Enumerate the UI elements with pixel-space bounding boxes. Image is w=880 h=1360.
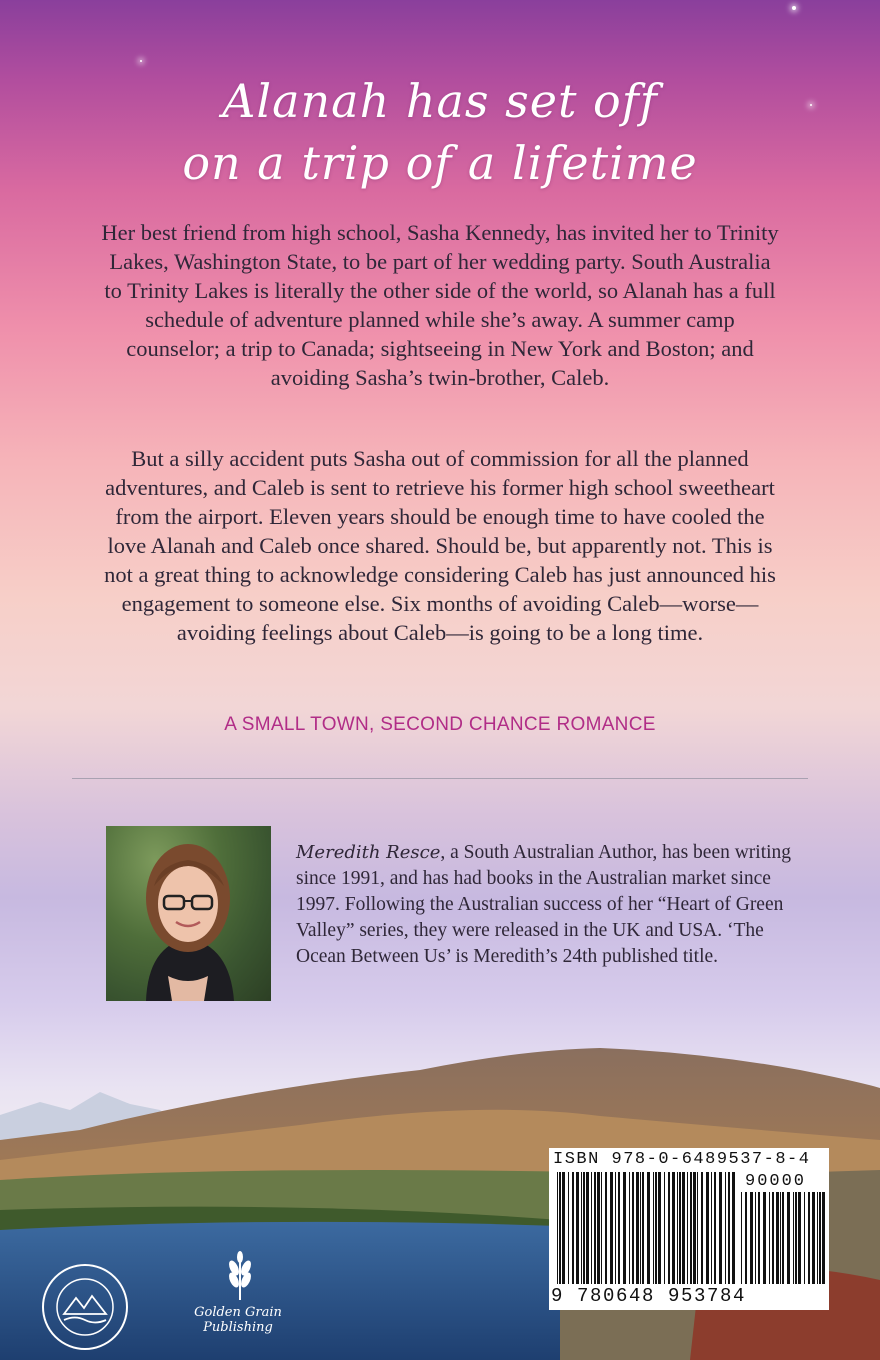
barcode-bar [725, 1172, 726, 1284]
barcode-bar [819, 1192, 821, 1284]
barcode-bar [594, 1172, 596, 1284]
barcode-bar [728, 1172, 730, 1284]
barcode-bar [658, 1172, 661, 1284]
barcode-bar [601, 1172, 602, 1284]
barcode-bar [804, 1192, 805, 1284]
barcode-bar [741, 1192, 742, 1284]
author-bio [296, 840, 796, 970]
barcode-bar [632, 1172, 634, 1284]
barcode-number: 9 780648 953784 [551, 1285, 747, 1307]
barcode-bar [690, 1172, 692, 1284]
barcode-bar [812, 1192, 815, 1284]
barcode-bar [576, 1172, 579, 1284]
barcode-bar [817, 1192, 818, 1284]
barcode-bar [623, 1172, 626, 1284]
barcode-bar [668, 1172, 670, 1284]
barcode-bar [557, 1172, 558, 1284]
barcode-bar [758, 1192, 760, 1284]
barcode-bar [763, 1192, 766, 1284]
barcode-bar [701, 1172, 703, 1284]
barcode-bar [605, 1172, 607, 1284]
barcode-bar [562, 1172, 565, 1284]
barcode-bar [706, 1172, 709, 1284]
barcode-bar [787, 1192, 790, 1284]
author-bio-text: , a South Australian Author, has been writing since 1991, and has had books in the Australian market since 1997. Following the Australian success of her “Heart of Green Valley” series, they were released in the UK and USA. ‘The Ocean Between Us’ is Meredith’s 24th published title. [296, 842, 792, 967]
trinity-lakes-logo [40, 1262, 130, 1352]
barcode-bar [780, 1192, 781, 1284]
barcode-bar [772, 1192, 774, 1284]
barcode-bar [714, 1172, 716, 1284]
barcode-bar [793, 1192, 794, 1284]
barcode-bar [629, 1172, 630, 1284]
barcode-bar [583, 1172, 585, 1284]
barcode-bar [677, 1172, 678, 1284]
divider [72, 778, 808, 779]
headline-line-1: Alanah has set off [222, 74, 658, 128]
barcode-bar [755, 1192, 756, 1284]
price-code: 90000 [745, 1172, 807, 1191]
publisher-name: Golden Grain Publishing [194, 1305, 282, 1335]
barcode-bar [586, 1172, 589, 1284]
barcode-bar [769, 1192, 770, 1284]
barcode-bar [711, 1172, 712, 1284]
tagline: A SMALL TOWN, SECOND CHANCE ROMANCE [224, 714, 656, 735]
star-sparkle [792, 6, 796, 10]
barcode-bar [581, 1172, 582, 1284]
barcode-bar [597, 1172, 600, 1284]
barcode-bar [647, 1172, 650, 1284]
barcode-bar [615, 1172, 616, 1284]
barcode-bar [653, 1172, 654, 1284]
author-photo [106, 826, 271, 1001]
barcode-bar [559, 1172, 561, 1284]
blurb-paragraph-2: But a silly accident puts Sasha out of commission for all the planned adventures, and Caleb is sent to retrieve his former high school sweetheart from the airport. Eleven years should be enough time to have cooled the love Alanah and Caleb once shared. Should be, but apparently not. This is not a great thing to acknowledge considering Caleb has just announced his engagement to someone else. Six months of avoiding Caleb—worse—avoiding feelings about Caleb—is going to be a long time. [104, 446, 776, 645]
barcode-bar [732, 1172, 735, 1284]
barcode-bar [640, 1172, 641, 1284]
blurb-paragraph-1: Her best friend from high school, Sasha Kennedy, has invited her to Trinity Lakes, Washington State, to be part of her wedding party. South Australia to Trinity Lakes is literally the other side of the world, so Alanah has a full schedule of adventure planned while she’s away. A summer camp counselor; a trip to Canada; sightseeing in New York and Boston; and avoiding Sasha’s twin-brother, Caleb. [101, 220, 779, 390]
isbn-label: ISBN 978-0-6489537-8-4 [553, 1150, 811, 1169]
barcode-bar [655, 1172, 657, 1284]
barcode-bar [776, 1192, 779, 1284]
author-name: Meredith Resce [296, 842, 441, 863]
barcode-bar [697, 1172, 698, 1284]
barcode-bar [679, 1172, 681, 1284]
barcode-bar [798, 1192, 801, 1284]
barcode-bar [610, 1172, 613, 1284]
barcode-bar [682, 1172, 685, 1284]
barcode-bar [693, 1172, 696, 1284]
barcode-bar [795, 1192, 797, 1284]
barcode-bar [745, 1192, 747, 1284]
star-sparkle [140, 60, 142, 62]
barcode-bar [750, 1192, 753, 1284]
headline-line-2: on a trip of a lifetime [182, 136, 698, 190]
barcode-bar [719, 1172, 722, 1284]
barcode-bar [782, 1192, 784, 1284]
barcode-bar [636, 1172, 639, 1284]
barcode-bar [568, 1172, 569, 1284]
barcode-bar [687, 1172, 688, 1284]
barcode-bar [572, 1172, 574, 1284]
barcode-bar [618, 1172, 620, 1284]
barcode-bar [672, 1172, 675, 1284]
barcode-bar [822, 1192, 825, 1284]
barcode-bar [591, 1172, 592, 1284]
barcode-bar [642, 1172, 644, 1284]
barcode-bar [664, 1172, 665, 1284]
barcode-bar [808, 1192, 810, 1284]
